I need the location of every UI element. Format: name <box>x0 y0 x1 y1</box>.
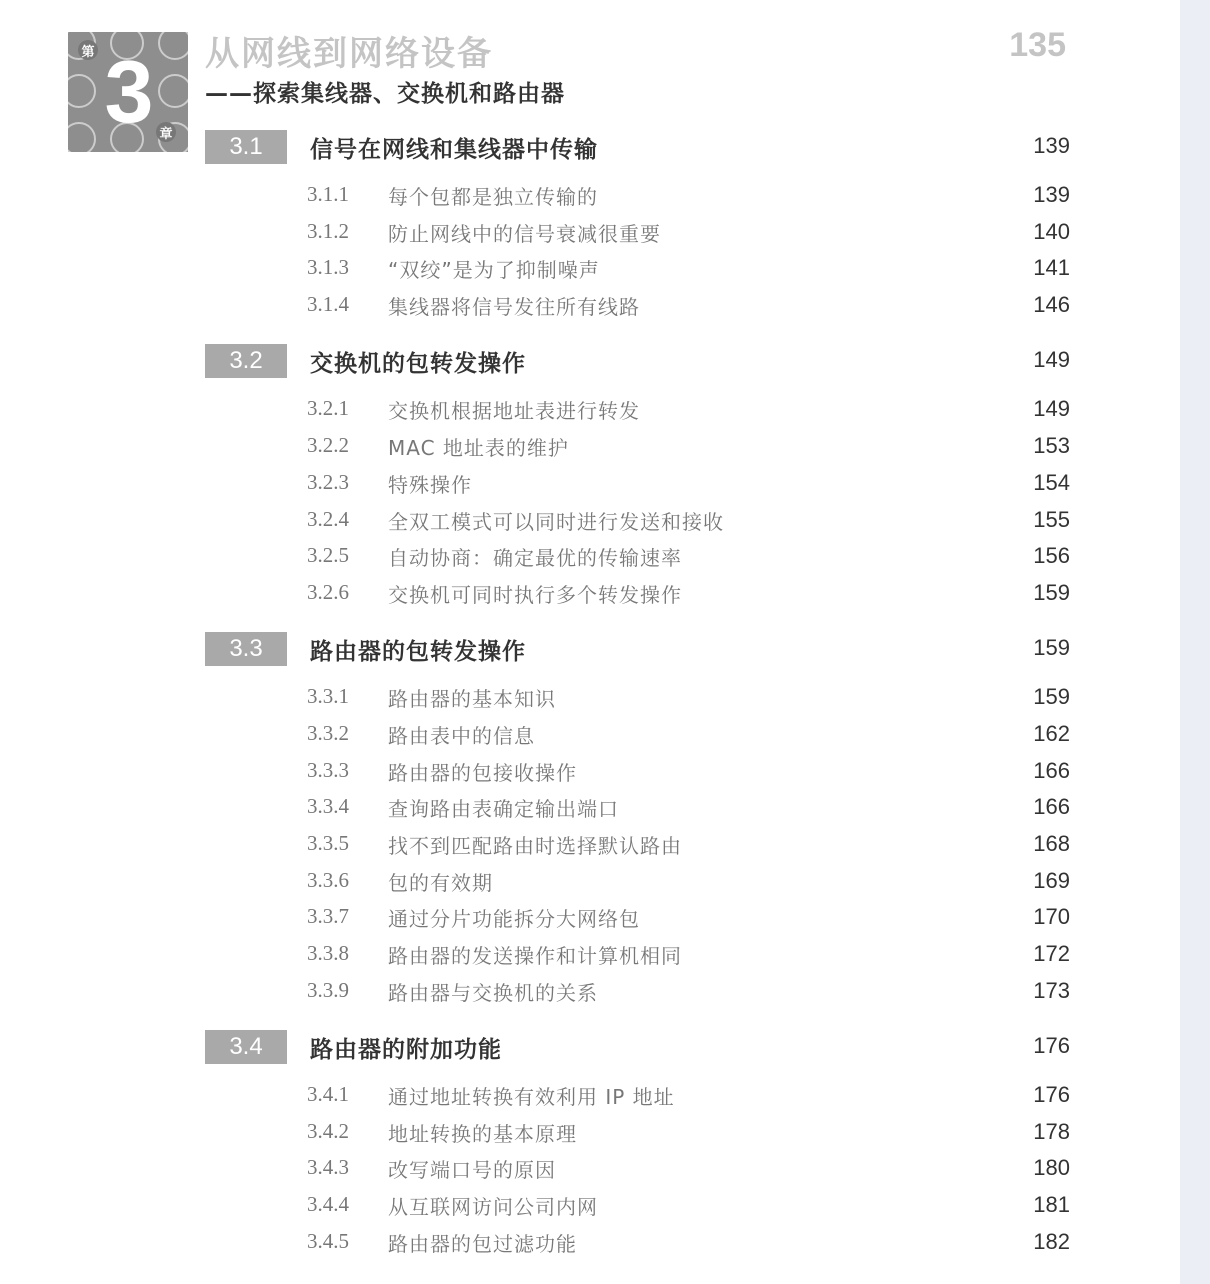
subsection-title: 路由器的基本知识 <box>388 687 556 711</box>
section-title: 交换机的包转发操作 <box>310 351 526 377</box>
subsection-number: 3.1.1 <box>307 182 349 206</box>
subsection-page-number: 181 <box>1033 1192 1070 1217</box>
subsection-page-number: 182 <box>1033 1229 1070 1254</box>
section-page-number: 159 <box>1033 635 1070 660</box>
toc-section[interactable] <box>205 1030 1070 1066</box>
subsection-number: 3.4.3 <box>307 1155 349 1179</box>
toc-subsection[interactable] <box>307 180 1070 208</box>
toc-subsection[interactable] <box>307 829 1070 857</box>
subsection-title: 路由器的发送操作和计算机相同 <box>388 944 682 968</box>
subsection-title: 全双工模式可以同时进行发送和接收 <box>388 510 724 534</box>
subsection-title: 交换机可同时执行多个转发操作 <box>388 583 682 607</box>
toc-subsection[interactable] <box>307 290 1070 318</box>
subsection-title: 路由器的包过滤功能 <box>388 1232 577 1256</box>
chapter-page-number: 135 <box>1009 26 1066 64</box>
toc-subsection[interactable] <box>307 902 1070 930</box>
subsection-page-number: 155 <box>1033 507 1070 532</box>
toc-subsection[interactable] <box>307 217 1070 245</box>
chapter-corner-label: 第 <box>78 40 98 60</box>
subsection-number: 3.4.5 <box>307 1229 349 1253</box>
section-title: 路由器的附加功能 <box>310 1037 502 1063</box>
subsection-title: 从互联网访问公司内网 <box>388 1195 598 1219</box>
chapter-title: 从网线到网络设备 <box>205 34 493 74</box>
section-number: 3.1 <box>205 130 287 164</box>
toc-subsection[interactable] <box>307 541 1070 569</box>
toc-section[interactable] <box>205 632 1070 668</box>
subsection-page-number: 141 <box>1033 255 1070 280</box>
toc-subsection[interactable] <box>307 939 1070 967</box>
subsection-page-number: 176 <box>1033 1082 1070 1107</box>
section-page-number: 149 <box>1033 347 1070 372</box>
subsection-title: 特殊操作 <box>388 473 472 497</box>
toc-section[interactable] <box>205 130 1070 166</box>
subsection-page-number: 178 <box>1033 1119 1070 1144</box>
subsection-number: 3.2.4 <box>307 507 349 531</box>
subsection-page-number: 154 <box>1033 470 1070 495</box>
subsection-number: 3.1.4 <box>307 292 349 316</box>
toc-subsection[interactable] <box>307 792 1070 820</box>
subsection-page-number: 156 <box>1033 543 1070 568</box>
subsection-title: 路由器与交换机的关系 <box>388 981 598 1005</box>
subsection-page-number: 166 <box>1033 794 1070 819</box>
subsection-page-number: 172 <box>1033 941 1070 966</box>
subsection-page-number: 162 <box>1033 721 1070 746</box>
scan-edge <box>1180 0 1210 1284</box>
toc-subsection[interactable] <box>307 1080 1070 1108</box>
chapter-corner-label: 章 <box>156 122 176 142</box>
subsection-title: 包的有效期 <box>388 871 493 895</box>
subsection-number: 3.3.5 <box>307 831 349 855</box>
subsection-page-number: 139 <box>1033 182 1070 207</box>
toc-subsection[interactable] <box>307 1227 1070 1255</box>
chapter-badge <box>68 32 188 152</box>
toc-subsection[interactable] <box>307 468 1070 496</box>
section-number: 3.4 <box>205 1030 287 1064</box>
subsection-page-number: 140 <box>1033 219 1070 244</box>
toc-subsection[interactable] <box>307 431 1070 459</box>
subsection-page-number: 169 <box>1033 868 1070 893</box>
subsection-page-number: 159 <box>1033 580 1070 605</box>
subsection-title: 路由表中的信息 <box>388 724 535 748</box>
subsection-page-number: 159 <box>1033 684 1070 709</box>
subsection-number: 3.4.1 <box>307 1082 349 1106</box>
subsection-page-number: 180 <box>1033 1155 1070 1180</box>
section-title: 路由器的包转发操作 <box>310 639 526 665</box>
subsection-number: 3.2.3 <box>307 470 349 494</box>
subsection-number: 3.3.7 <box>307 904 349 928</box>
toc-subsection[interactable] <box>307 1153 1070 1181</box>
toc-subsection[interactable] <box>307 394 1070 422</box>
section-page-number: 176 <box>1033 1033 1070 1058</box>
subsection-page-number: 170 <box>1033 904 1070 929</box>
subsection-title: 交换机根据地址表进行转发 <box>388 399 640 423</box>
subsection-number: 3.3.8 <box>307 941 349 965</box>
section-number: 3.2 <box>205 344 287 378</box>
subsection-title: 路由器的包接收操作 <box>388 761 577 785</box>
subsection-number: 3.2.1 <box>307 396 349 420</box>
toc-subsection[interactable] <box>307 682 1070 710</box>
toc-subsection[interactable] <box>307 719 1070 747</box>
subsection-number: 3.2.6 <box>307 580 349 604</box>
subsection-title: 找不到匹配路由时选择默认路由 <box>388 834 682 858</box>
section-number: 3.3 <box>205 632 287 666</box>
subsection-number: 3.2.2 <box>307 433 349 457</box>
subsection-page-number: 149 <box>1033 396 1070 421</box>
toc-subsection[interactable] <box>307 866 1070 894</box>
chapter-subtitle: ——探索集线器、交换机和路由器 <box>205 81 565 107</box>
toc-subsection[interactable] <box>307 505 1070 533</box>
subsection-number: 3.1.2 <box>307 219 349 243</box>
subsection-title: 通过分片功能拆分大网络包 <box>388 907 640 931</box>
chapter-number: 3 <box>104 42 152 141</box>
subsection-page-number: 168 <box>1033 831 1070 856</box>
toc-subsection[interactable] <box>307 976 1070 1004</box>
subsection-number: 3.3.1 <box>307 684 349 708</box>
subsection-number: 3.4.4 <box>307 1192 349 1216</box>
subsection-page-number: 153 <box>1033 433 1070 458</box>
subsection-page-number: 166 <box>1033 758 1070 783</box>
subsection-number: 3.3.4 <box>307 794 349 818</box>
toc-subsection[interactable] <box>307 253 1070 281</box>
subsection-title: 防止网线中的信号衰减很重要 <box>388 222 661 246</box>
toc-section[interactable] <box>205 344 1070 380</box>
subsection-number: 3.3.9 <box>307 978 349 1002</box>
toc-subsection[interactable] <box>307 1117 1070 1145</box>
subsection-number: 3.2.5 <box>307 543 349 567</box>
subsection-number: 3.3.3 <box>307 758 349 782</box>
subsection-title: 集线器将信号发往所有线路 <box>388 295 640 319</box>
subsection-title: 改写端口号的原因 <box>388 1158 556 1182</box>
subsection-title: “双绞”是为了抑制噪声 <box>388 258 600 282</box>
subsection-title: 通过地址转换有效利用 IP 地址 <box>388 1085 675 1109</box>
section-title: 信号在网线和集线器中传输 <box>310 137 598 163</box>
subsection-number: 3.3.6 <box>307 868 349 892</box>
subsection-title: 每个包都是独立传输的 <box>388 185 598 209</box>
subsection-page-number: 173 <box>1033 978 1070 1003</box>
toc-subsection[interactable] <box>307 756 1070 784</box>
subsection-number: 3.4.2 <box>307 1119 349 1143</box>
subsection-page-number: 146 <box>1033 292 1070 317</box>
subsection-title: 自动协商：确定最优的传输速率 <box>388 546 682 570</box>
toc-subsection[interactable] <box>307 578 1070 606</box>
subsection-number: 3.1.3 <box>307 255 349 279</box>
subsection-title: 地址转换的基本原理 <box>388 1122 577 1146</box>
subsection-title: MAC 地址表的维护 <box>388 436 569 460</box>
subsection-number: 3.3.2 <box>307 721 349 745</box>
subsection-title: 查询路由表确定输出端口 <box>388 797 619 821</box>
section-page-number: 139 <box>1033 133 1070 158</box>
toc-subsection[interactable] <box>307 1190 1070 1218</box>
